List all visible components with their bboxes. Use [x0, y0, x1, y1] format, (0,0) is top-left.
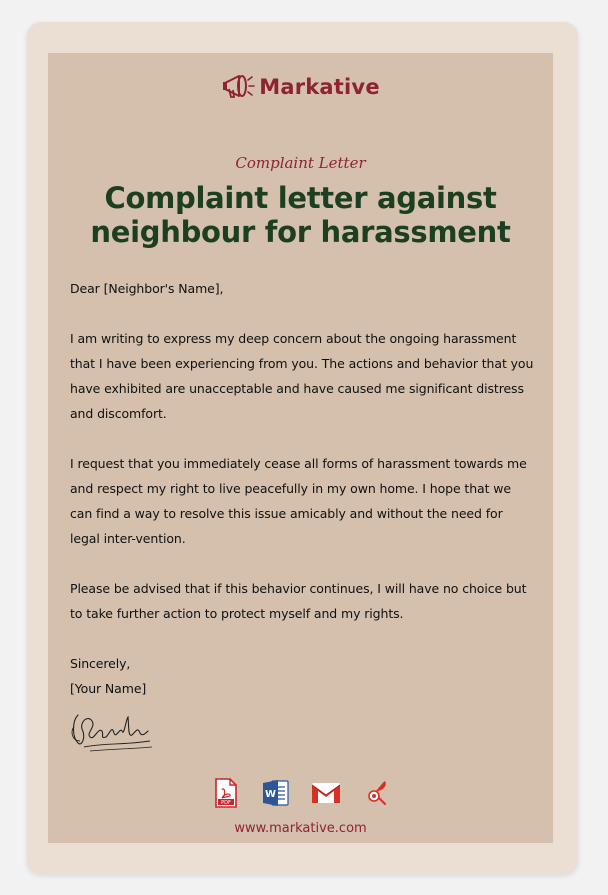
download-options: [48, 777, 553, 811]
letter-salutation: Dear [Neighbor's Name],: [70, 281, 224, 296]
brand-logo: [48, 70, 553, 104]
svg-text:W: W: [264, 789, 276, 800]
category-label: Complaint Letter: [235, 154, 366, 172]
footer-website-link[interactable]: www.markative.com: [234, 821, 367, 836]
page-title: Complaint letter against neighbour for harassment: [90, 181, 511, 249]
letter-paragraph-1: I am writing to express my deep concern about the ongoing harassment that I have been experiencing from you. The actions and behavior that you have exhibited are unacceptable and have caused me significant distress and discomfort.: [70, 331, 534, 421]
handwritten-signature: [68, 707, 158, 759]
document-card: [27, 22, 578, 874]
letter-closing: Sincerely,: [70, 656, 131, 671]
svg-text:PDF: PDF: [220, 800, 231, 806]
print-icon[interactable]: [360, 777, 392, 809]
brand-name: Markative: [259, 75, 380, 99]
letter-paper: [48, 53, 553, 843]
pdf-icon[interactable]: [210, 777, 242, 809]
gmail-icon[interactable]: [310, 777, 342, 809]
word-icon[interactable]: [260, 777, 292, 809]
letter-paragraph-3: Please be advised that if this behavior continues, I will have no choice but to take further action to protect myself and my rights.: [70, 581, 527, 621]
letter-paragraph-2: I request that you immediately cease all forms of harassment towards me and respect my right to live peacefully in my own home. I hope that we can find a way to resolve this issue amicably and without the need for legal inter-vention.: [70, 456, 527, 546]
megaphone-icon: [221, 70, 257, 104]
letter-signer-name: [Your Name]: [70, 681, 147, 696]
